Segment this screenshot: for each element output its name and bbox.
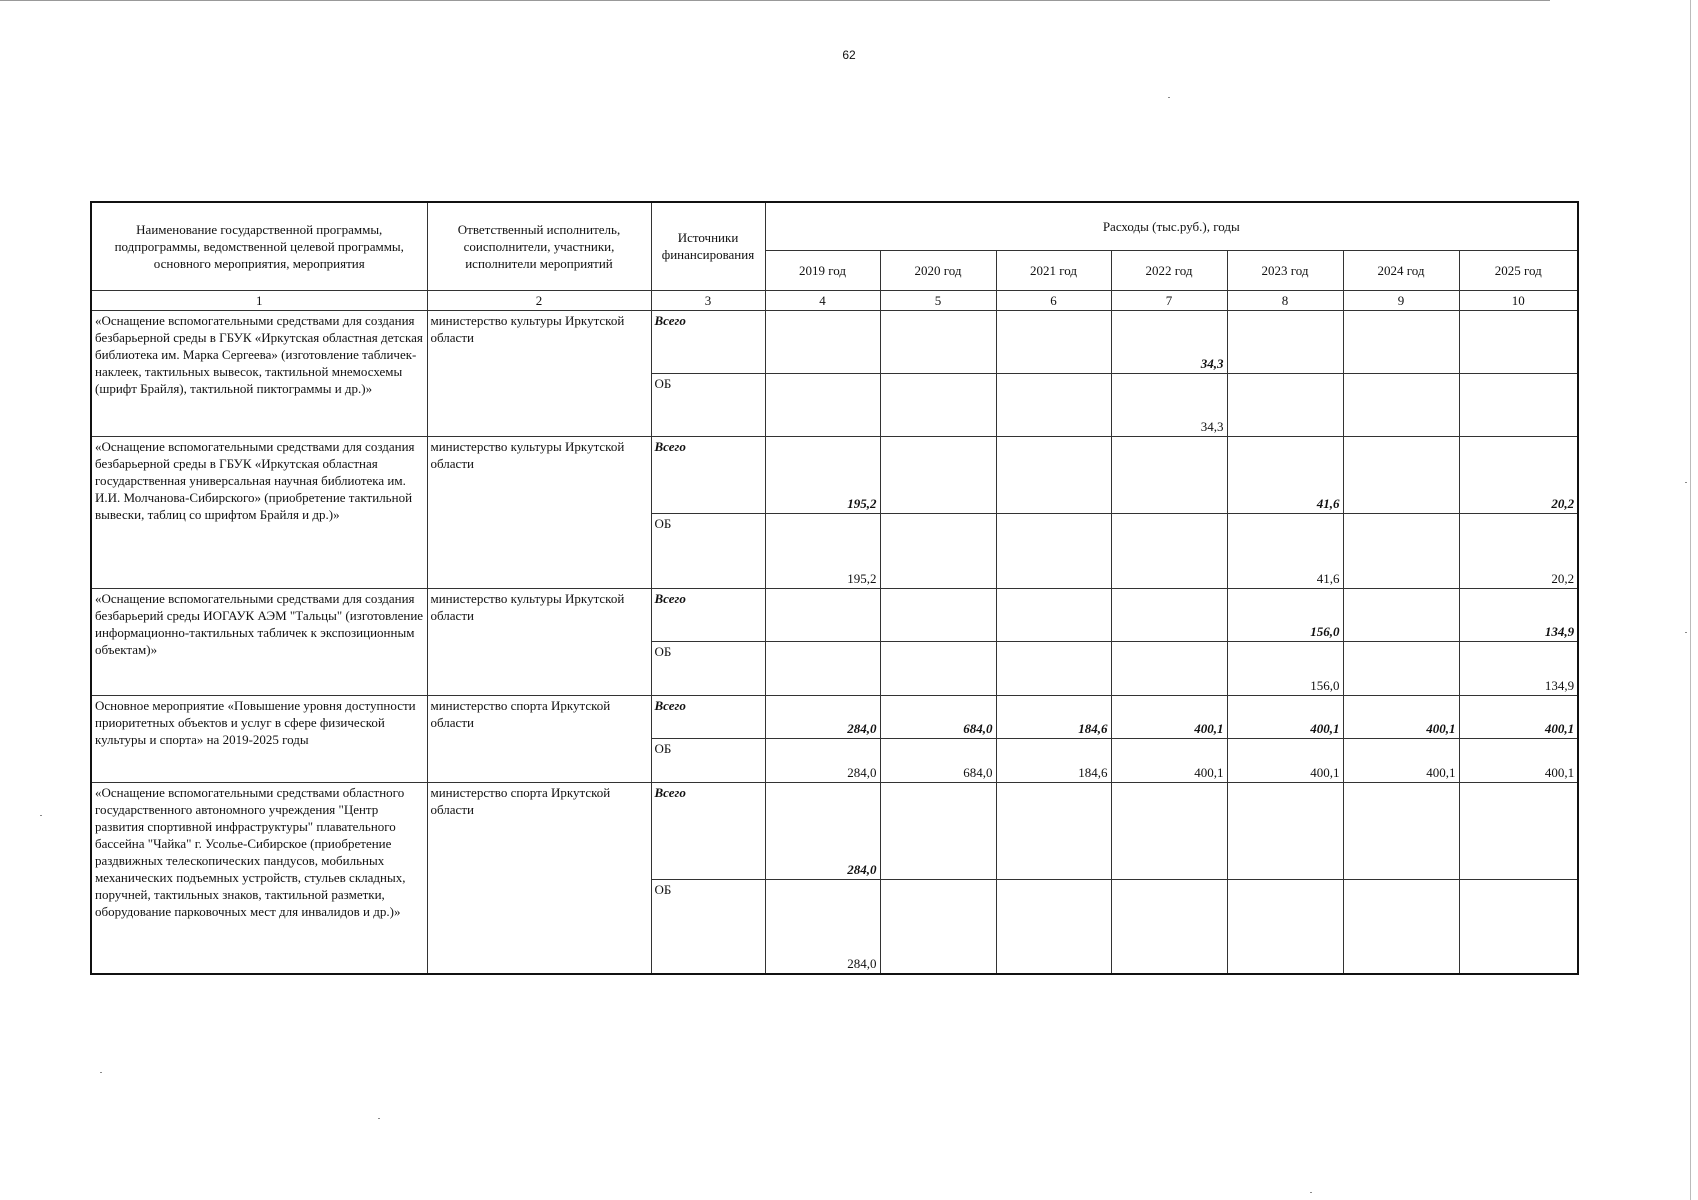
value-ob bbox=[880, 513, 996, 588]
col-index: 8 bbox=[1227, 290, 1343, 310]
col-index: 4 bbox=[765, 290, 880, 310]
value-ob: 156,0 bbox=[1227, 641, 1343, 695]
value-total bbox=[1343, 436, 1459, 513]
value-total bbox=[880, 782, 996, 879]
header-year: 2023 год bbox=[1227, 250, 1343, 290]
scan-speck bbox=[1310, 1192, 1312, 1193]
value-ob bbox=[1343, 373, 1459, 436]
row-executor: министерство спорта Иркутской области bbox=[427, 782, 651, 974]
row-name: «Оснащение вспомогательными средствами областного государственного автономного учреждения "Центр развития спортивной инфраструктуры" плавательного бассейна "Чайка" г. Усолье-Сибирское (приобретение раздвижных телескопических пандусов, мобильных механических подъемных устройств, стульев складных, поручней, тактильных знаков, тактильной разметки, оборудование парковочных мест для инвалидов и др.)» bbox=[91, 782, 427, 974]
table-row bbox=[91, 310, 1578, 373]
scan-speck bbox=[40, 815, 42, 816]
row-name: «Оснащение вспомогательными средствами для создания безбарьерной среды в ГБУК «Иркутская областная детская библиотека им. Марка Сергеева» (изготовление табличек-наклеек, тактильных вывесок, тактильной мнемосхемы (шрифт Брайля), тактильной пиктограммы и др.)» bbox=[91, 310, 427, 436]
value-ob bbox=[996, 373, 1111, 436]
value-total: 400,1 bbox=[1459, 695, 1578, 738]
value-total: 195,2 bbox=[765, 436, 880, 513]
source-ob: ОБ bbox=[651, 373, 765, 436]
row-name: Основное мероприятие «Повышение уровня доступности приоритетных объектов и услуг в сфере физической культуры и спорта» на 2019-2025 годы bbox=[91, 695, 427, 782]
value-ob bbox=[1111, 879, 1227, 974]
value-ob bbox=[765, 641, 880, 695]
col-index: 3 bbox=[651, 290, 765, 310]
header-row-1 bbox=[91, 202, 1578, 250]
value-ob bbox=[1459, 879, 1578, 974]
value-ob: 284,0 bbox=[765, 879, 880, 974]
value-ob: 134,9 bbox=[1459, 641, 1578, 695]
row-name: «Оснащение вспомогательными средствами для создания безбарьерной среды в ГБУК «Иркутская областная государственная универсальная научная библиотека им. И.И. Молчанова-Сибирского» (приобретение тактильной вывески, таблиц со шрифтом Брайля и др.)» bbox=[91, 436, 427, 588]
value-total bbox=[1227, 310, 1343, 373]
value-ob: 400,1 bbox=[1343, 738, 1459, 782]
value-total: 34,3 bbox=[1111, 310, 1227, 373]
value-ob bbox=[1111, 513, 1227, 588]
header-year: 2019 год bbox=[765, 250, 880, 290]
value-total bbox=[996, 588, 1111, 641]
value-total bbox=[880, 588, 996, 641]
value-ob: 41,6 bbox=[1227, 513, 1343, 588]
header-year: 2020 год bbox=[880, 250, 996, 290]
value-total bbox=[1111, 436, 1227, 513]
scan-speck bbox=[100, 1072, 102, 1073]
row-executor: министерство культуры Иркутской области bbox=[427, 310, 651, 436]
value-total bbox=[996, 436, 1111, 513]
value-total bbox=[1343, 782, 1459, 879]
value-total: 684,0 bbox=[880, 695, 996, 738]
source-ob: ОБ bbox=[651, 879, 765, 974]
value-ob: 684,0 bbox=[880, 738, 996, 782]
value-ob bbox=[1227, 373, 1343, 436]
col-index: 7 bbox=[1111, 290, 1227, 310]
scan-right-edge bbox=[1690, 0, 1691, 1200]
col-index: 1 bbox=[91, 290, 427, 310]
value-total: 134,9 bbox=[1459, 588, 1578, 641]
value-total bbox=[1227, 782, 1343, 879]
value-ob bbox=[880, 641, 996, 695]
value-total bbox=[1343, 310, 1459, 373]
value-total: 41,6 bbox=[1227, 436, 1343, 513]
header-source: Источники финансирования bbox=[651, 202, 765, 290]
row-executor: министерство культуры Иркутской области bbox=[427, 588, 651, 695]
value-total bbox=[765, 310, 880, 373]
source-total: Всего bbox=[651, 310, 765, 373]
value-ob bbox=[880, 373, 996, 436]
scan-speck bbox=[1168, 97, 1170, 98]
scan-speck bbox=[1685, 632, 1687, 633]
table-row bbox=[91, 436, 1578, 513]
row-executor: министерство культуры Иркутской области bbox=[427, 436, 651, 588]
value-total bbox=[880, 436, 996, 513]
scan-speck bbox=[378, 1118, 380, 1119]
value-total: 284,0 bbox=[765, 695, 880, 738]
value-total bbox=[1111, 782, 1227, 879]
source-total: Всего bbox=[651, 588, 765, 641]
header-executor: Ответственный исполнитель, соисполнители, участники, исполнители мероприятий bbox=[427, 202, 651, 290]
value-ob: 184,6 bbox=[996, 738, 1111, 782]
value-ob bbox=[1459, 373, 1578, 436]
col-index: 10 bbox=[1459, 290, 1578, 310]
value-total bbox=[880, 310, 996, 373]
value-total: 20,2 bbox=[1459, 436, 1578, 513]
table-row bbox=[91, 695, 1578, 738]
value-total: 400,1 bbox=[1227, 695, 1343, 738]
col-index: 5 bbox=[880, 290, 996, 310]
value-total bbox=[1343, 588, 1459, 641]
source-ob: ОБ bbox=[651, 738, 765, 782]
value-ob: 400,1 bbox=[1459, 738, 1578, 782]
col-index: 9 bbox=[1343, 290, 1459, 310]
header-year: 2022 год bbox=[1111, 250, 1227, 290]
value-total: 284,0 bbox=[765, 782, 880, 879]
header-year: 2025 год bbox=[1459, 250, 1578, 290]
header-year: 2024 год bbox=[1343, 250, 1459, 290]
value-total: 156,0 bbox=[1227, 588, 1343, 641]
row-executor: министерство спорта Иркутской области bbox=[427, 695, 651, 782]
value-total bbox=[1459, 782, 1578, 879]
source-total: Всего bbox=[651, 436, 765, 513]
header-year: 2021 год bbox=[996, 250, 1111, 290]
value-total bbox=[765, 588, 880, 641]
value-ob: 34,3 bbox=[1111, 373, 1227, 436]
value-ob: 400,1 bbox=[1227, 738, 1343, 782]
value-ob bbox=[1111, 641, 1227, 695]
value-ob bbox=[996, 513, 1111, 588]
table-row bbox=[91, 782, 1578, 879]
value-ob bbox=[996, 879, 1111, 974]
index-row bbox=[91, 290, 1578, 310]
row-name: «Оснащение вспомогательными средствами для создания безбарьерий среды ИОГАУК АЭМ "Тальцы" (изготовление информационно-тактильных табличек к экспозиционным объектам)» bbox=[91, 588, 427, 695]
value-ob: 20,2 bbox=[1459, 513, 1578, 588]
page-number: 62 bbox=[842, 48, 856, 62]
value-total bbox=[996, 782, 1111, 879]
value-ob bbox=[1227, 879, 1343, 974]
value-ob bbox=[996, 641, 1111, 695]
value-total: 400,1 bbox=[1111, 695, 1227, 738]
col-index: 6 bbox=[996, 290, 1111, 310]
source-ob: ОБ bbox=[651, 513, 765, 588]
source-total: Всего bbox=[651, 695, 765, 738]
source-total: Всего bbox=[651, 782, 765, 879]
value-total bbox=[1459, 310, 1578, 373]
value-total: 184,6 bbox=[996, 695, 1111, 738]
value-ob bbox=[1343, 641, 1459, 695]
value-ob bbox=[1343, 879, 1459, 974]
value-ob bbox=[1343, 513, 1459, 588]
value-total: 400,1 bbox=[1343, 695, 1459, 738]
value-ob: 284,0 bbox=[765, 738, 880, 782]
header-name: Наименование государственной программы, подпрограммы, ведомственной целевой программы, основного мероприятия, мероприятия bbox=[91, 202, 427, 290]
table-row bbox=[91, 588, 1578, 641]
value-total bbox=[996, 310, 1111, 373]
col-index: 2 bbox=[427, 290, 651, 310]
value-ob bbox=[880, 879, 996, 974]
value-ob: 195,2 bbox=[765, 513, 880, 588]
value-ob: 400,1 bbox=[1111, 738, 1227, 782]
value-ob bbox=[765, 373, 880, 436]
source-ob: ОБ bbox=[651, 641, 765, 695]
header-expenses: Расходы (тыс.руб.), годы bbox=[765, 202, 1578, 250]
scan-top-edge bbox=[0, 0, 1550, 1]
value-total bbox=[1111, 588, 1227, 641]
budget-table bbox=[90, 201, 1579, 975]
scan-speck bbox=[1685, 482, 1687, 483]
